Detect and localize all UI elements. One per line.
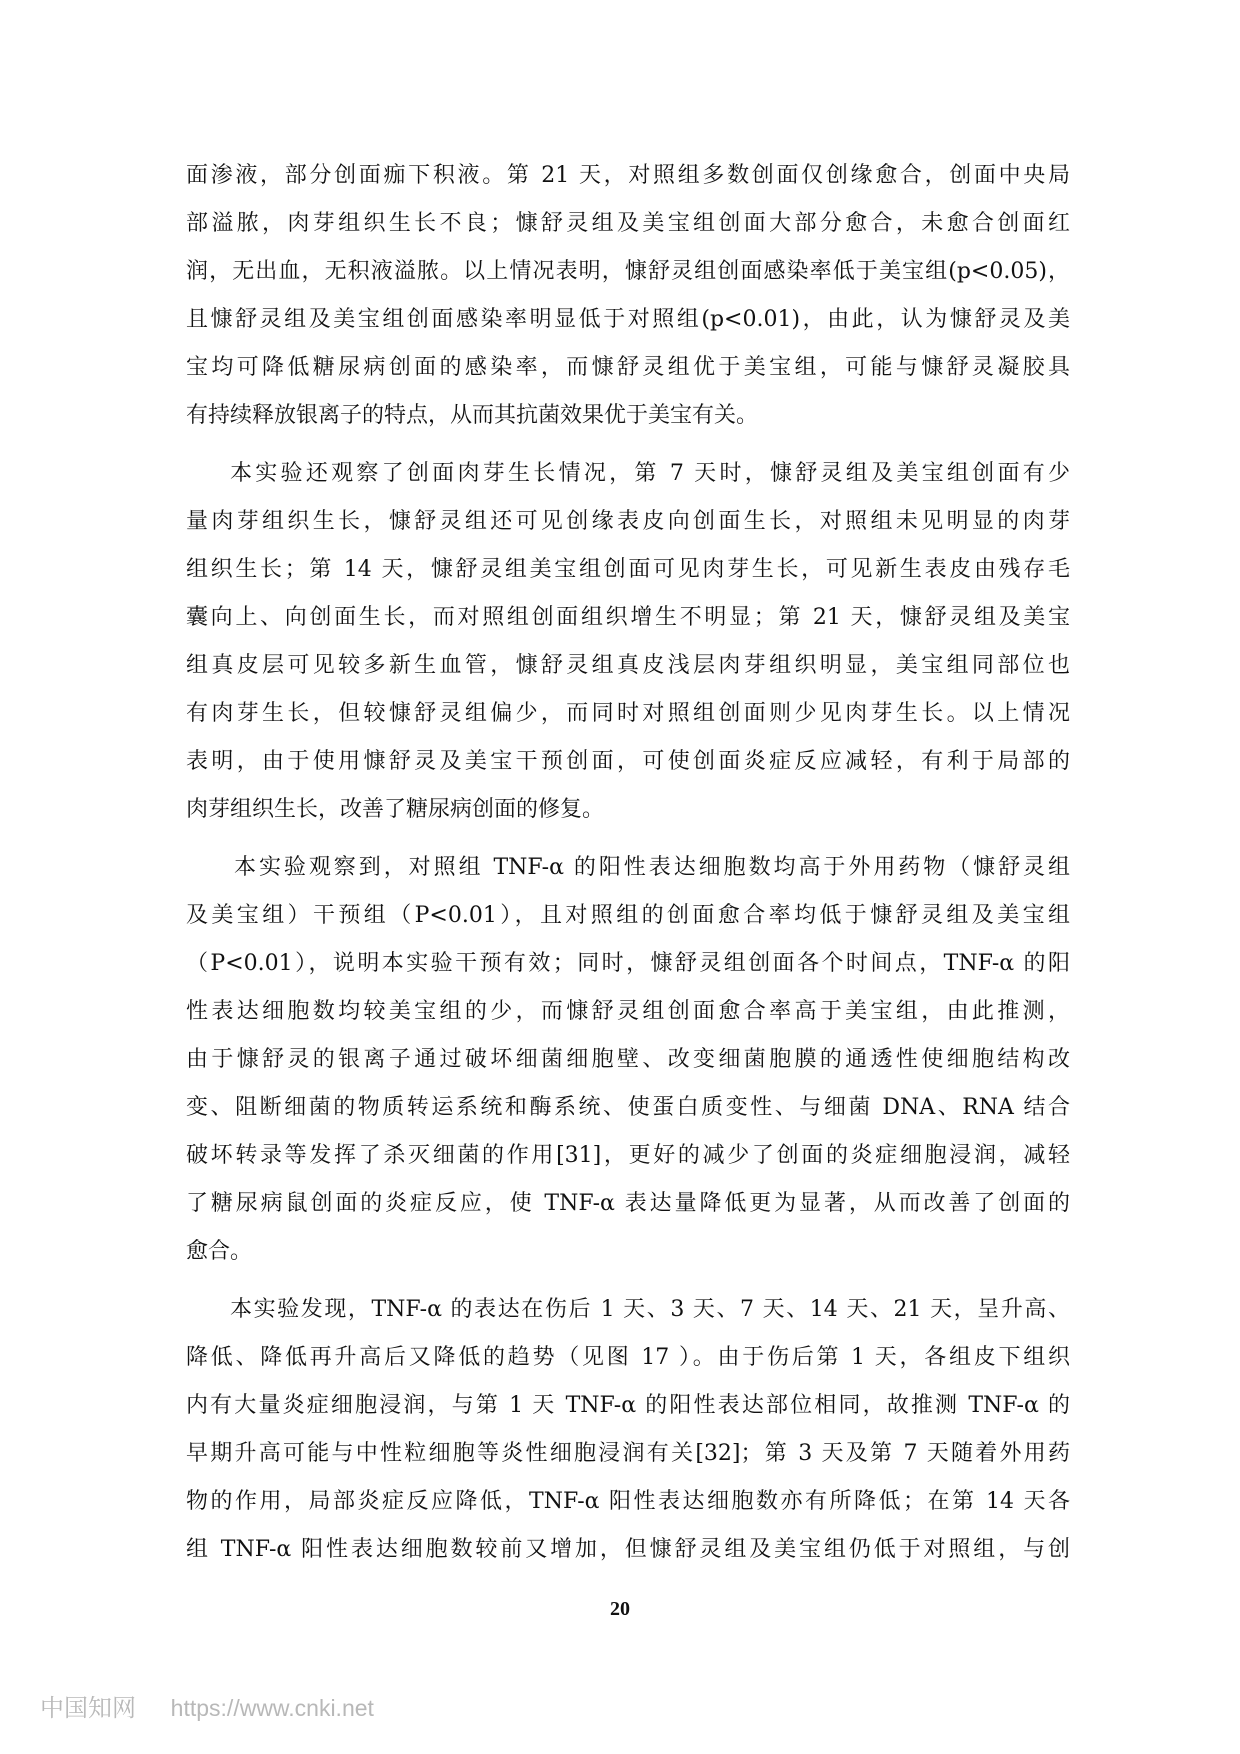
document-body: [186, 152, 1070, 1574]
text-line: 量肉芽组织生长，慷舒灵组还可见创缘表皮向创面生长，对照组未见明显的肉芽: [186, 509, 1070, 534]
text-line: 本实验发现，TNF-α 的表达在伤后 1 天、3 天、7 天、14 天、21 天，呈升高、: [230, 1297, 1070, 1322]
text-line: （P<0.01），说明本实验干预有效；同时，慷舒灵组创面各个时间点，TNF-α 的阳: [186, 951, 1070, 976]
text-line: 性表达细胞数均较美宝组的少，而慷舒灵组创面愈合率高于美宝组，由此推测，: [186, 999, 1070, 1024]
watermark-url: https://www.cnki.net: [170, 1695, 374, 1721]
text-line: 内有大量炎症细胞浸润，与第 1 天 TNF-α 的阳性表达部位相同，故推测 TNF-α 的: [186, 1393, 1070, 1418]
text-line: 有持续释放银离子的特点，从而其抗菌效果优于美宝有关。: [186, 403, 759, 428]
text-line: 表明，由于使用慷舒灵及美宝干预创面，可使创面炎症反应减轻，有利于局部的: [186, 749, 1070, 774]
text-line: 了糖尿病鼠创面的炎症反应，使 TNF-α 表达量降低更为显著，从而改善了创面的: [186, 1191, 1070, 1216]
text-line: 变、阻断细菌的物质转运系统和酶系统、使蛋白质变性、与细菌 DNA、RNA 结合: [186, 1095, 1070, 1120]
text-line: 由于慷舒灵的银离子通过破坏细菌细胞壁、改变细菌胞膜的通透性使细胞结构改: [186, 1047, 1070, 1072]
text-line: 降低、降低再升高后又降低的趋势（见图 17 ）。由于伤后第 1 天，各组皮下组织: [186, 1345, 1070, 1370]
text-line: 愈合。: [186, 1239, 253, 1264]
text-line: 组织生长；第 14 天，慷舒灵组美宝组创面可见肉芽生长，可见新生表皮由残存毛: [186, 557, 1070, 582]
paragraph-2: [186, 450, 1070, 834]
paragraph-1: [186, 152, 1070, 440]
text-line: 物的作用，局部炎症反应降低，TNF-α 阳性表达细胞数亦有所降低；在第 14 天各: [186, 1489, 1070, 1514]
text-line: 组 TNF-α 阳性表达细胞数较前又增加，但慷舒灵组及美宝组仍低于对照组，与创: [186, 1537, 1070, 1562]
text-line: 组真皮层可见较多新生血管，慷舒灵组真皮浅层肉芽组织明显，美宝组同部位也: [186, 653, 1070, 678]
page-number: 20: [610, 1598, 630, 1620]
text-line: 囊向上、向创面生长，而对照组创面组织增生不明显；第 21 天，慷舒灵组及美宝: [186, 605, 1070, 630]
text-line: 且慷舒灵组及美宝组创面感染率明显低于对照组(p<0.01)，由此，认为慷舒灵及美: [186, 307, 1070, 332]
watermark-brand: 中国知网: [40, 1695, 136, 1722]
text-line: 有肉芽生长，但较慷舒灵组偏少，而同时对照组创面则少见肉芽生长。以上情况: [186, 701, 1070, 726]
text-line: 本实验还观察了创面肉芽生长情况，第 7 天时，慷舒灵组及美宝组创面有少: [230, 461, 1070, 486]
text-line: 润，无出血，无积液溢脓。以上情况表明，慷舒灵组创面感染率低于美宝组(p<0.05)，: [186, 259, 1070, 284]
text-line: 破坏转录等发挥了杀灭细菌的作用[31]，更好的减少了创面的炎症细胞浸润，减轻: [186, 1143, 1070, 1168]
text-line: 及美宝组）干预组（P<0.01），且对照组的创面愈合率均低于慷舒灵组及美宝组: [186, 903, 1070, 928]
text-line: 面渗液，部分创面痂下积液。第 21 天，对照组多数创面仅创缘愈合，创面中央局: [186, 163, 1070, 188]
text-line: 早期升高可能与中性粒细胞等炎性细胞浸润有关[32]；第 3 天及第 7 天随着外用药: [186, 1441, 1070, 1466]
text-line: 宝均可降低糖尿病创面的感染率，而慷舒灵组优于美宝组，可能与慷舒灵凝胶具: [186, 355, 1070, 380]
paragraph-4: [186, 1286, 1070, 1574]
cnki-watermark: [40, 1688, 374, 1723]
text-line: 本实验观察到，对照组 TNF-α 的阳性表达细胞数均高于外用药物（慷舒灵组: [234, 855, 1070, 880]
text-line: 部溢脓，肉芽组织生长不良；慷舒灵组及美宝组创面大部分愈合，未愈合创面红: [186, 211, 1070, 236]
paragraph-3: [186, 844, 1070, 1276]
text-line: 肉芽组织生长，改善了糖尿病创面的修复。: [186, 797, 605, 822]
